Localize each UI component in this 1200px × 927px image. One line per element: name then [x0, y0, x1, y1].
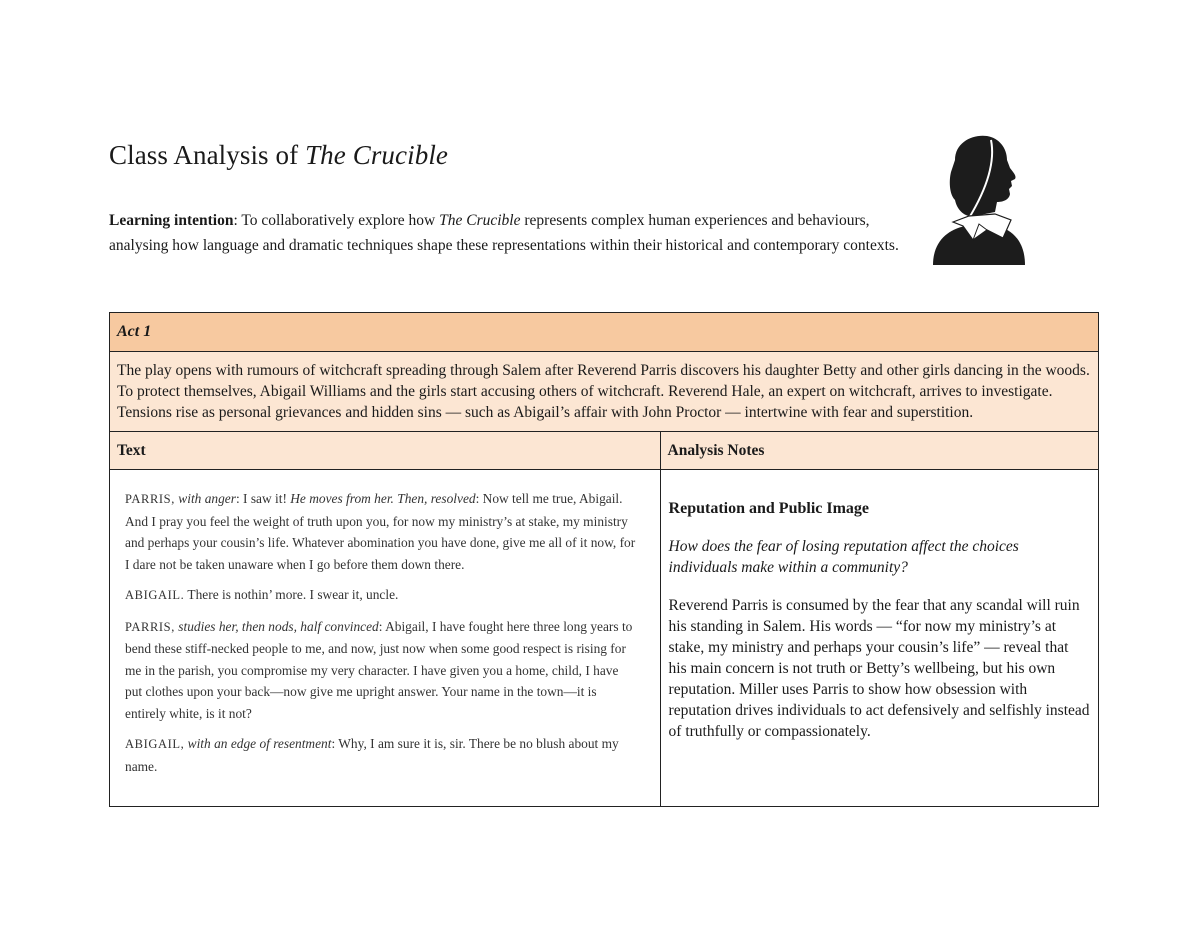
notes-question: How does the fear of losing reputation affect the choices individuals make within a community? — [668, 538, 1019, 576]
column-header-analysis-notes: Analysis Notes — [660, 432, 1098, 470]
script-line — [125, 733, 638, 777]
dialogue: : I saw it! — [235, 491, 291, 506]
stage-direction: with anger — [174, 491, 236, 506]
script-line — [125, 616, 638, 725]
speaker-name: PARRIS, — [125, 619, 175, 634]
puritan-woman-silhouette-icon — [925, 130, 1030, 270]
learning-intention — [109, 209, 899, 258]
dialogue: : Now tell me true, Abigail. And I pray you feel the weight of truth upon you, for now my ministry’s at stake, my ministry and perhaps your cousin’s life. Whatever abomination you have done, give me all of it now, for I dare not be taken unaware when I go before them down there. — [125, 491, 636, 572]
page-title — [109, 140, 448, 171]
notes-title: Reputation and Public Image — [668, 500, 870, 517]
learning-intention-text-after: represents complex human experiences and behaviours, analysing how language and dramatic techniques shape these representations within their historical and contemporary contexts. — [109, 212, 899, 254]
stage-direction: with an edge of resentment — [184, 736, 332, 751]
column-header-text: Text — [110, 432, 661, 470]
title-work: The Crucible — [305, 140, 448, 170]
learning-intention-work: The Crucible — [439, 212, 521, 229]
notes-body: Reverend Parris is consumed by the fear that any scandal will ruin his standing in Salem. His words — “for now my ministry’s at stake, my ministry and perhaps your cousin’s life” — reveal that his main concern is not truth or Betty’s wellbeing, but his own reputation. Miller uses Parris to show how obsession with reputation drives individuals to act defensively and selfishly instead of truthfully or compassionately. — [668, 597, 1090, 740]
analysis-notes — [660, 470, 1098, 807]
dialogue: There is nothin’ more. I swear it, uncle. — [184, 587, 399, 602]
script-line — [125, 488, 638, 575]
dialogue: : Abigail, I have fought here three long years to bend these stiff-necked people to me, and now, just now when some good respect is rising for me in the parish, you compromise my very character. I have given you a home, child, I have put clothes upon your back—now give me upright answer. Your name in the town—it is entirely white, is it not? — [125, 618, 633, 721]
learning-intention-text-before: : To collaboratively explore how — [233, 212, 440, 229]
speaker-name: ABIGAIL. — [125, 588, 185, 602]
learning-intention-label: Learning intention — [109, 212, 234, 229]
speaker-name: PARRIS, — [125, 492, 175, 506]
dialogue: : Why, I am sure it is, sir. There be no blush about my name. — [125, 736, 619, 774]
analysis-table — [109, 312, 1099, 807]
script-line — [125, 584, 638, 607]
script-excerpt — [110, 470, 661, 807]
act-summary: The play opens with rumours of witchcraft spreading through Salem after Reverend Parris discovers his daughter Betty and other girls dancing in the woods. To protect themselves, Abigail Williams and the girls start accusing others of witchcraft. Reverend Hale, an expert on witchcraft, arrives to investigate. Tensions rise as personal grievances and hidden sins — such as Abigail’s affair with John Proctor — intertwine with fear and superstition. — [110, 352, 1099, 432]
stage-direction: He moves from her. Then, resolved — [290, 491, 476, 506]
title-prefix: Class Analysis of — [109, 140, 306, 170]
stage-direction: studies her, then nods, half convinced — [174, 618, 379, 634]
speaker-name: ABIGAIL, — [125, 737, 185, 751]
act-heading: Act 1 — [110, 313, 1099, 352]
